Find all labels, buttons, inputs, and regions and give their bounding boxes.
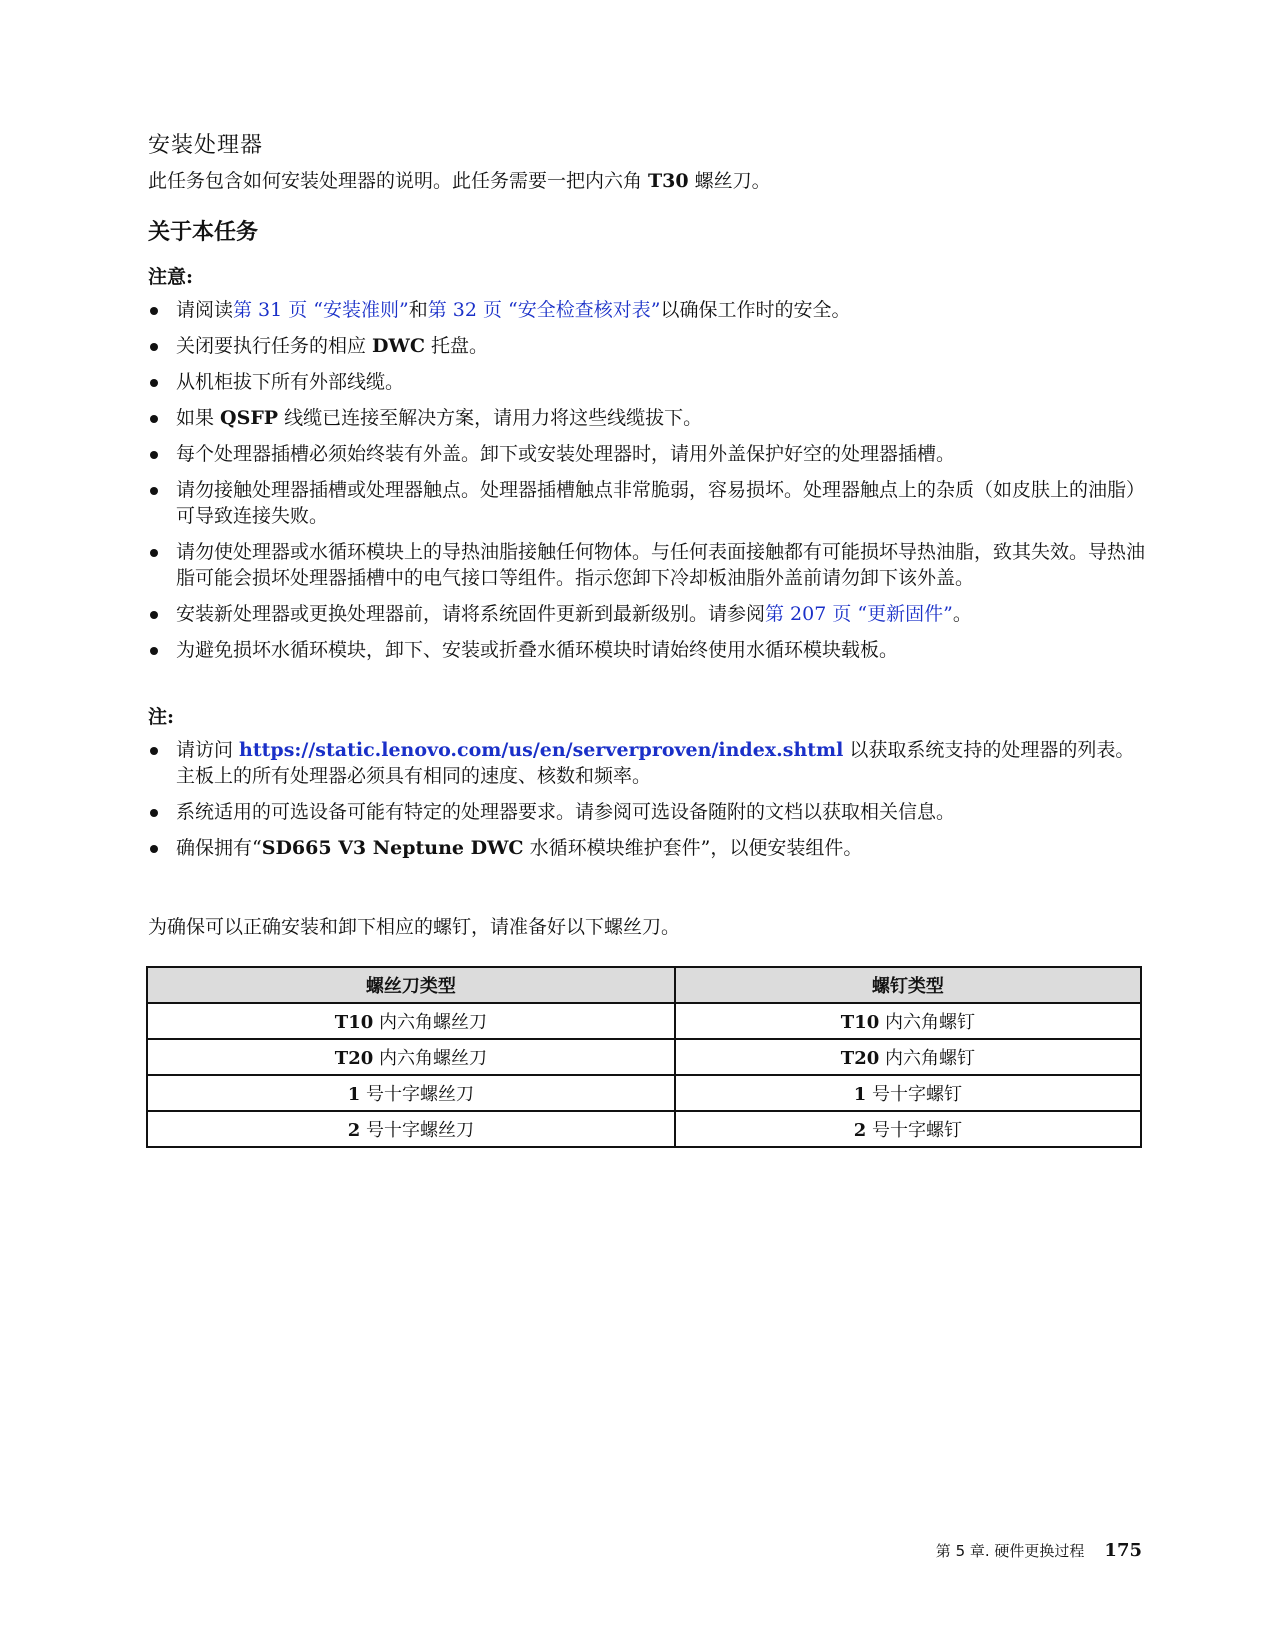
intro-text-end: 螺丝刀。 [688,170,771,192]
column-header-screwdriver-type: 螺丝刀类型 [147,967,675,1003]
table-cell: T20 内六角螺钉 [675,1039,1141,1075]
link-update-firmware[interactable]: 第 207 页 “更新固件” [765,603,953,625]
list-item: 请勿使处理器或水循环模块上的导热油脂接触任何物体。与任何表面接触都有可能损坏导热油脂，致其失效。导热油脂可能会损坏处理器插槽中的电气接口等组件。指示您卸下冷却板油脂外盖前请勿卸下该外盖。 [148,539,1148,591]
list-item: 请阅读第 31 页 “安装准则”和第 32 页 “安全检查核对表”以确保工作时的安全。 [148,297,1148,323]
table-cell: 2 号十字螺丝刀 [147,1111,675,1147]
screwdriver-prep-text: 为确保可以正确安装和卸下相应的螺钉，请准备好以下螺丝刀。 [148,916,681,938]
table-row [147,1003,1141,1039]
list-item: 关闭要执行任务的相应 DWC 托盘。 [148,333,1148,359]
list-item: 请访问 https://static.lenovo.com/us/en/serverproven/index.shtml 以获取系统支持的处理器的列表。主板上的所有处理器必须具有相同的速度、核数和频率。 [148,737,1148,789]
table-cell: 2 号十字螺钉 [675,1111,1141,1147]
list-item: 系统适用的可选设备可能有特定的处理器要求。请参阅可选设备随附的文档以获取相关信息。 [148,799,1148,825]
attention-label: 注意: [148,266,194,288]
table-row [147,1111,1141,1147]
list-item: 每个处理器插槽必须始终装有外盖。卸下或安装处理器时，请用外盖保护好空的处理器插槽。 [148,441,1148,467]
table-cell: 1 号十字螺丝刀 [147,1075,675,1111]
note-list [148,737,1148,871]
screwdriver-table [146,966,1142,1148]
footer-chapter: 第 5 章. 硬件更换过程 [935,1542,1085,1560]
intro-text: 此任务包含如何安装处理器的说明。此任务需要一把内六角 [148,170,649,192]
table-cell: T20 内六角螺丝刀 [147,1039,675,1075]
link-serverproven[interactable]: https://static.lenovo.com/us/en/serverproven/index.shtml [239,739,844,761]
list-item: 确保拥有“SD665 V3 Neptune DWC 水循环模块维护套件”，以便安装组件。 [148,835,1148,861]
table-row [147,1039,1141,1075]
list-item: 如果 QSFP 线缆已连接至解决方案，请用力将这些线缆拔下。 [148,405,1148,431]
page-footer [936,1540,1142,1561]
list-item: 请勿接触处理器插槽或处理器触点。处理器插槽触点非常脆弱，容易损坏。处理器触点上的杂质（如皮肤上的油脂）可导致连接失败。 [148,477,1148,529]
table-cell: T10 内六角螺丝刀 [147,1003,675,1039]
column-header-screw-type: 螺钉类型 [675,967,1141,1003]
link-installation-guidelines[interactable]: 第 31 页 “安装准则” [233,299,409,321]
list-item: 安装新处理器或更换处理器前，请将系统固件更新到最新级别。请参阅第 207 页 “更新固件”。 [148,601,1148,627]
table-header-row [147,967,1141,1003]
attention-list [148,297,1148,673]
list-item: 为避免损坏水循环模块，卸下、安装或折叠水循环模块时请始终使用水循环模块载板。 [148,637,1148,663]
table-row [147,1075,1141,1111]
table-cell: T10 内六角螺钉 [675,1003,1141,1039]
note-label: 注: [148,706,175,728]
link-safety-checklist[interactable]: 第 32 页 “安全检查核对表” [427,299,661,321]
list-item: 从机柜拔下所有外部线缆。 [148,369,1148,395]
table-cell: 1 号十字螺钉 [675,1075,1141,1111]
page-number: 175 [1104,1540,1142,1561]
intro-bold-t30: T30 [648,170,689,192]
page-title: 安装处理器 [148,133,264,158]
section-heading-about: 关于本任务 [148,220,259,245]
intro-paragraph [148,166,771,193]
